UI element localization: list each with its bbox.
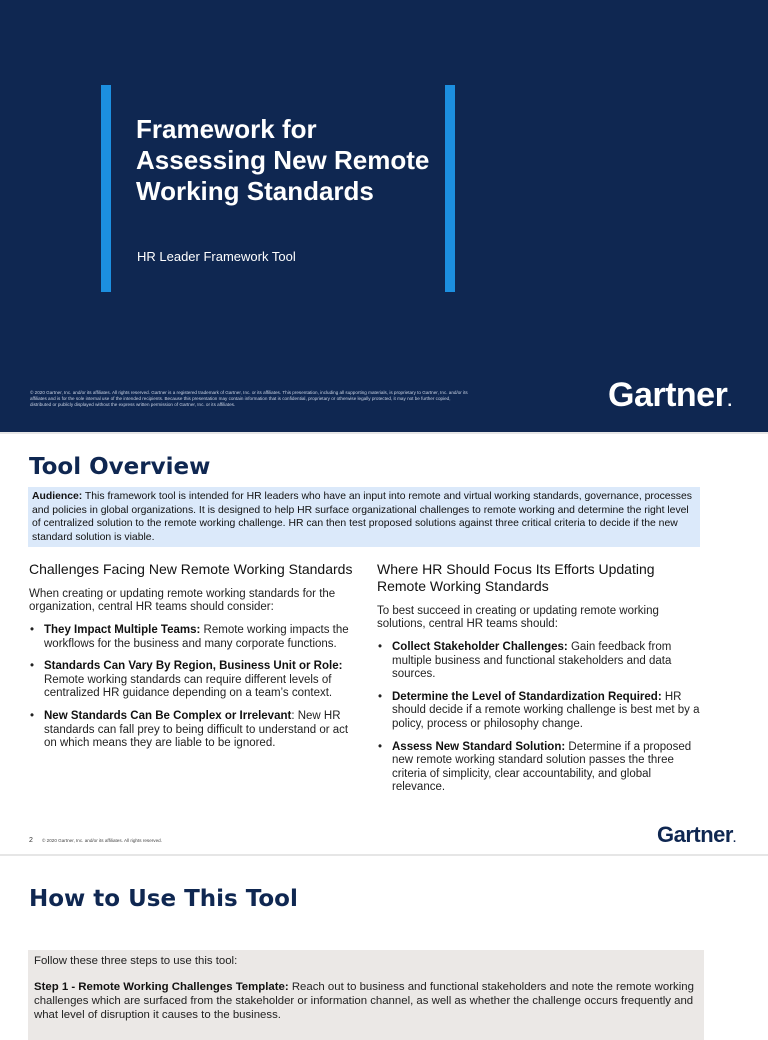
cover-slide [0, 0, 768, 432]
challenges-intro: When creating or updating remote working standards for the organization, central HR teams should consider: [29, 588, 336, 613]
challenges-column [29, 561, 354, 760]
list-item [29, 710, 354, 751]
item-bold: They Impact Multiple Teams: [44, 624, 201, 636]
item-bold: Collect Stakeholder Challenges: [392, 641, 568, 653]
focus-heading: Where HR Should Focus Its Efforts Updating Remote Working Standards [377, 561, 655, 594]
list-item [377, 691, 702, 732]
steps-box [28, 950, 704, 1040]
step-1-text: Reach out to business and functional stakeholders and note the remote working challenges which are surfaced from the stakeholder or information channel, as well as whether the challenge occurs frequently and what level of disruption it causes to the business. [34, 981, 694, 1021]
cover-legal-text: © 2020 Gartner, Inc. and/or its affiliates. All rights reserved. Gartner is a registered trademark of Gartner, Inc. or its affiliates. This presentation, including all supporting materials, is proprietary to Gartner, Inc. and/or its affiliates and is for the sole internal use of the intended recipients. Because this presentation may contain information that is confidential, proprietary or otherwise legally protected, it may not be further copied, distributed or publicly displayed without the express written permission of Gartner, Inc. or its affiliates. [30, 390, 468, 407]
gartner-logo [608, 376, 732, 415]
how-to-slide [0, 856, 768, 1024]
overview-slide [0, 434, 768, 854]
step-1 [34, 980, 698, 1022]
overview-title: Tool Overview [29, 454, 211, 480]
accent-bar-left [101, 85, 111, 292]
cover-subtitle: HR Leader Framework Tool [137, 249, 296, 264]
list-item [377, 741, 702, 795]
list-item [29, 660, 354, 701]
item-text: Gain feedback from multiple business and functional stakeholders and data sources. [392, 641, 672, 681]
item-text: HR should decide if a remote working challenge is best met by a policy, process or philosophy change. [392, 690, 700, 730]
item-text: Determine if a proposed new remote working standard solution passes the three criteria of simplicity, clear accountability, and global relevance. [392, 740, 692, 794]
gartner-logo [657, 822, 736, 848]
challenges-list [29, 624, 354, 751]
item-text: Remote working impacts the workflows for the business and many corporate functions. [44, 624, 349, 650]
step-1-label: Step 1 - Remote Working Challenges Template: [34, 981, 289, 993]
footer-legal-text: © 2020 Gartner, Inc. and/or its affiliates. All rights reserved. [42, 838, 162, 843]
item-bold: Determine the Level of Standardization Required: [392, 690, 662, 703]
page-number: 2 [29, 837, 33, 844]
how-to-title: How to Use This Tool [29, 886, 298, 912]
item-bold: Assess New Standard Solution: [392, 740, 566, 753]
item-text: Remote working standards can require different levels of centralized HR guidance depending on a team’s context. [44, 673, 333, 700]
cover-title: Framework for Assessing New Remote Working Standards [136, 114, 430, 206]
audience-text: This framework tool is intended for HR leaders who have an input into remote and virtual working standards, governance, processes and policies in global organizations. It is designed to help HR surface organizational challenges to remote working and determine the right level of centralized solution to the remote working challenge. HR can then test proposed solutions against three critical criteria to decide if the new standard solution is viable. [32, 491, 692, 543]
item-text: : New HR standards can fall prey to being difficult to understand or act on which means they are liable to be ignored. [44, 709, 349, 750]
audience-box [28, 487, 700, 547]
item-bold: Standards Can Vary By Region, Business Unit or Role: [44, 660, 343, 673]
challenges-heading: Challenges Facing New Remote Working Standards [29, 561, 353, 577]
item-bold: New Standards Can Be Complex or Irrelevant [44, 709, 292, 722]
list-item [377, 641, 702, 682]
logo-dot: . [732, 833, 736, 845]
audience-label: Audience: [32, 491, 83, 502]
focus-column [377, 561, 702, 804]
accent-bar-right [445, 85, 455, 292]
logo-dot: . [727, 391, 732, 410]
focus-list [377, 641, 702, 795]
logo-text: Gartner [608, 376, 728, 414]
list-item [29, 624, 354, 651]
logo-text: Gartner [657, 822, 733, 847]
steps-intro: Follow these three steps to use this tool: [34, 955, 238, 967]
focus-intro: To best succeed in creating or updating remote working solutions, central HR teams should: [377, 605, 659, 630]
